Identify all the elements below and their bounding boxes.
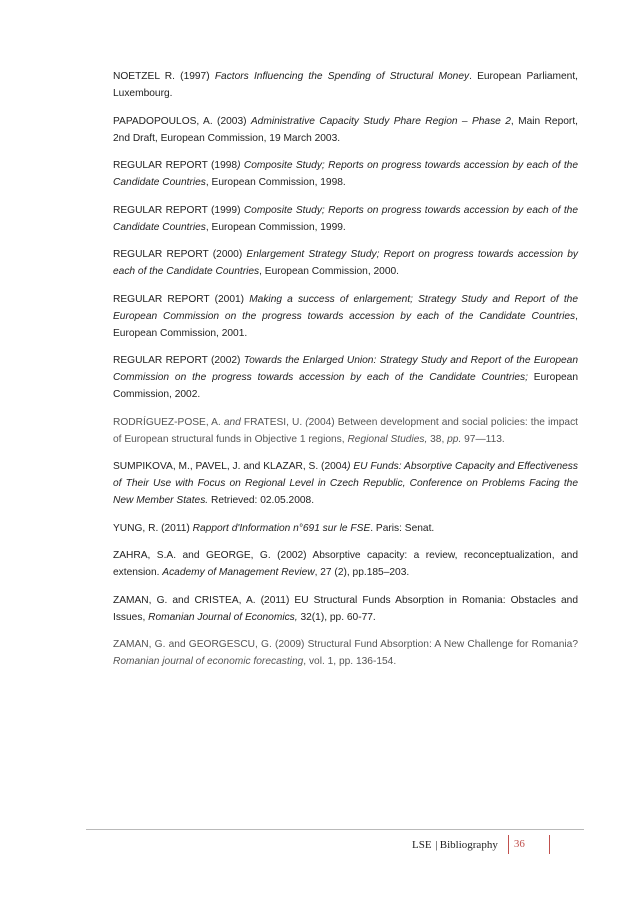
reference-entry xyxy=(113,291,578,342)
reference-text: , European Commission, 1998. xyxy=(205,177,346,188)
page-number: 36 xyxy=(508,835,550,854)
reference-text: SUMPIKOVA, M., PAVEL, J. and KLAZAR, S. (2004 xyxy=(113,461,348,472)
reference-entry xyxy=(113,520,578,537)
reference-title: and xyxy=(223,416,241,428)
reference-text: REGULAR REPORT (2000) xyxy=(113,249,247,260)
reference-title: Romanian Journal of Economics, xyxy=(148,611,298,623)
reference-title: Romanian journal of economic forecasting xyxy=(113,656,304,667)
footer-section: Bibliography xyxy=(439,838,498,851)
reference-text: . European Parliament, Luxembourg. xyxy=(113,71,578,99)
reference-text: RODRÍGUEZ-POSE, A. xyxy=(113,416,224,428)
reference-text: Retrieved: 02.05.2008. xyxy=(208,495,315,506)
page-footer xyxy=(412,835,550,854)
reference-text: 32(1), pp. 60-77. xyxy=(297,611,376,623)
reference-entry xyxy=(113,414,578,448)
footer-separator: | xyxy=(435,838,438,851)
reference-title: Rapport d'Information n°691 sur le FSE xyxy=(192,522,371,534)
footer-org: LSE xyxy=(412,838,432,851)
reference-title: ) Composite Study; Reports on progress towards accession by each of the Candidate Countries xyxy=(113,160,578,188)
reference-text: ZAMAN, G. and GEORGESCU, G. (2009) Structural Fund Absorption: A New Challenge for Romania? xyxy=(113,639,578,650)
reference-title: Administrative Capacity Study Phare Region – Phase 2 xyxy=(250,115,511,127)
reference-text: NOETZEL R. (1997) xyxy=(113,71,215,82)
reference-title: ( xyxy=(305,416,309,428)
reference-text: PAPADOPOULOS, A. (2003) xyxy=(113,115,251,127)
reference-entry xyxy=(113,113,578,147)
reference-text: ZAMAN, G. and CRISTEA, A. (2011) EU Structural Funds Absorption in Romania: Obstacles and Issues, xyxy=(113,594,578,623)
reference-title: ) EU Funds: Absorptive Capacity and Effectiveness of Their Use with Focus on Regional Level in Czech Republic, Conference on Problems Facing the New Member States. xyxy=(113,461,578,506)
reference-entry xyxy=(113,352,578,403)
reference-text: REGULAR REPORT (2001) xyxy=(113,293,250,305)
reference-title: Composite Study; Reports on progress towards accession by each of the Candidate Countries xyxy=(113,204,578,233)
reference-text: , European Commission, 2001. xyxy=(113,310,578,339)
reference-text: 2004) Between development and social policies: the impact of European structural funds in Objective 1 regions, xyxy=(113,416,578,445)
reference-text: , European Commission, 1999. xyxy=(205,221,346,233)
reference-text: YUNG, R. (2011) xyxy=(113,522,193,534)
reference-text: , Main Report, 2nd Draft, European Commission, 19 March 2003. xyxy=(113,115,578,144)
reference-text: REGULAR REPORT (1999) xyxy=(113,204,244,216)
reference-entry xyxy=(113,458,578,509)
reference-text: REGULAR REPORT (1998 xyxy=(113,160,238,171)
reference-text: REGULAR REPORT (2002) xyxy=(113,355,244,366)
reference-text: , 27 (2), pp.185–203. xyxy=(314,567,410,578)
reference-text: FRATESI, U. xyxy=(240,416,306,428)
reference-entry xyxy=(113,68,578,102)
footer-divider xyxy=(86,829,584,830)
reference-entry xyxy=(113,246,578,280)
reference-text: , European Commission, 2000. xyxy=(259,266,399,277)
reference-text: European Commission, 2002. xyxy=(113,372,578,400)
reference-entry xyxy=(113,547,578,581)
reference-title: Regional Studies, xyxy=(347,433,428,445)
reference-title: Making a success of enlargement; Strategy Study and Report of the European Commission on the progress towards accession by each of the Candidate Countries xyxy=(113,293,578,322)
reference-title: Academy of Management Review xyxy=(162,567,315,578)
reference-entry xyxy=(113,636,578,670)
reference-title: Towards the Enlarged Union: Strategy Study and Report of the European Commission on the progress towards accession by each of the Candidate Countries; xyxy=(113,355,578,383)
reference-title: Enlargement Strategy Study; Report on progress towards accession by each of the Candidate Countries xyxy=(113,249,578,277)
reference-text: , vol. 1, pp. 136-154. xyxy=(303,656,397,667)
reference-title: pp. xyxy=(447,433,462,445)
reference-text: 97—113. xyxy=(461,433,505,445)
reference-text: 38, xyxy=(427,433,448,445)
reference-text: ZAHRA, S.A. and GEORGE, G. (2002) Absorptive capacity: a review, reconceptualization, and extension. xyxy=(113,550,578,578)
reference-text: . Paris: Senat. xyxy=(370,522,435,534)
reference-entry xyxy=(113,592,578,626)
bibliography-list xyxy=(113,68,578,681)
reference-entry xyxy=(113,202,578,236)
reference-title: Factors Influencing the Spending of Structural Money xyxy=(214,71,470,82)
reference-entry xyxy=(113,157,578,191)
